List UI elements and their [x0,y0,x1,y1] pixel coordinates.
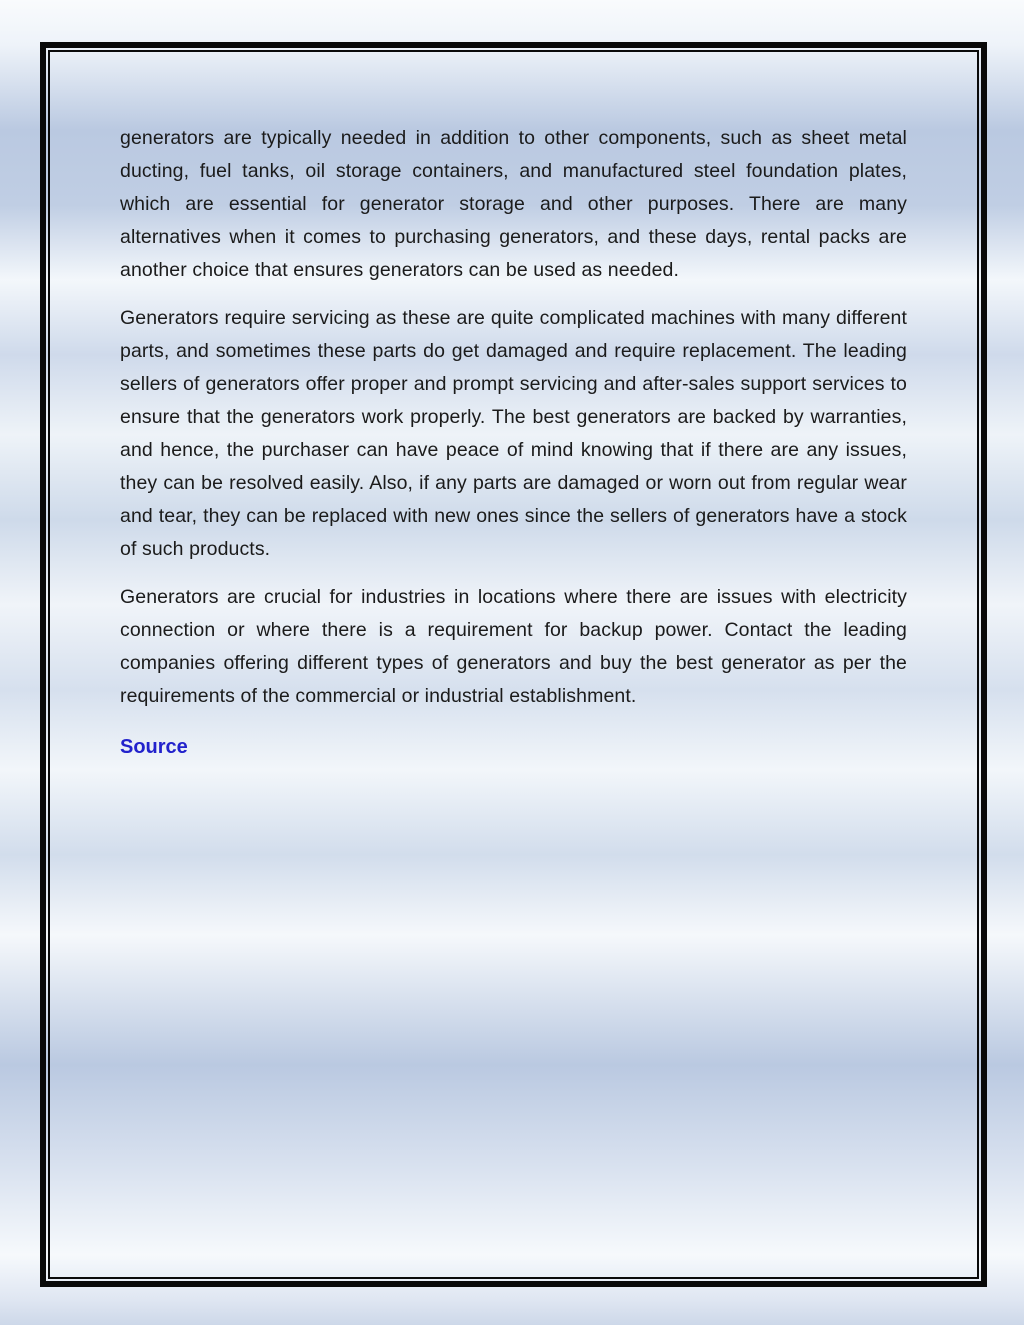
paragraph-generator-servicing: Generators require servicing as these are quite complicated machines with many different parts, and sometimes these parts do get damaged and require replacement. The leading sellers of generators offer proper and prompt servicing and after-sales support services to ensure that the generators work properly. The best generators are backed by warranties, and hence, the purchaser can have peace of mind knowing that if there are any issues, they can be resolved easily. Also, if any parts are damaged or worn out from regular wear and tear, they can be replaced with new ones since the sellers of generators have a stock of such products. [120,307,907,560]
source-link[interactable]: Source [120,736,188,758]
document-page [40,42,987,1287]
document-body-text [120,122,907,713]
paragraph-generator-components: generators are typically needed in addition to other components, such as sheet metal ducting, fuel tanks, oil storage containers, and manufactured steel foundation plates, which are essential for generator storage and other purposes. There are many alternatives when it comes to purchasing generators, and these days, rental packs are another choice that ensures generators can be used as needed. [120,127,907,281]
document-page-inner-frame [48,50,979,1279]
source-row [120,731,907,764]
paragraph-generator-industries: Generators are crucial for industries in locations where there are issues with electricity connection or where there is a requirement for backup power. Contact the leading companies offering different types of generators and buy the best generator as per the requirements of the commercial or industrial establishment. [120,586,907,707]
